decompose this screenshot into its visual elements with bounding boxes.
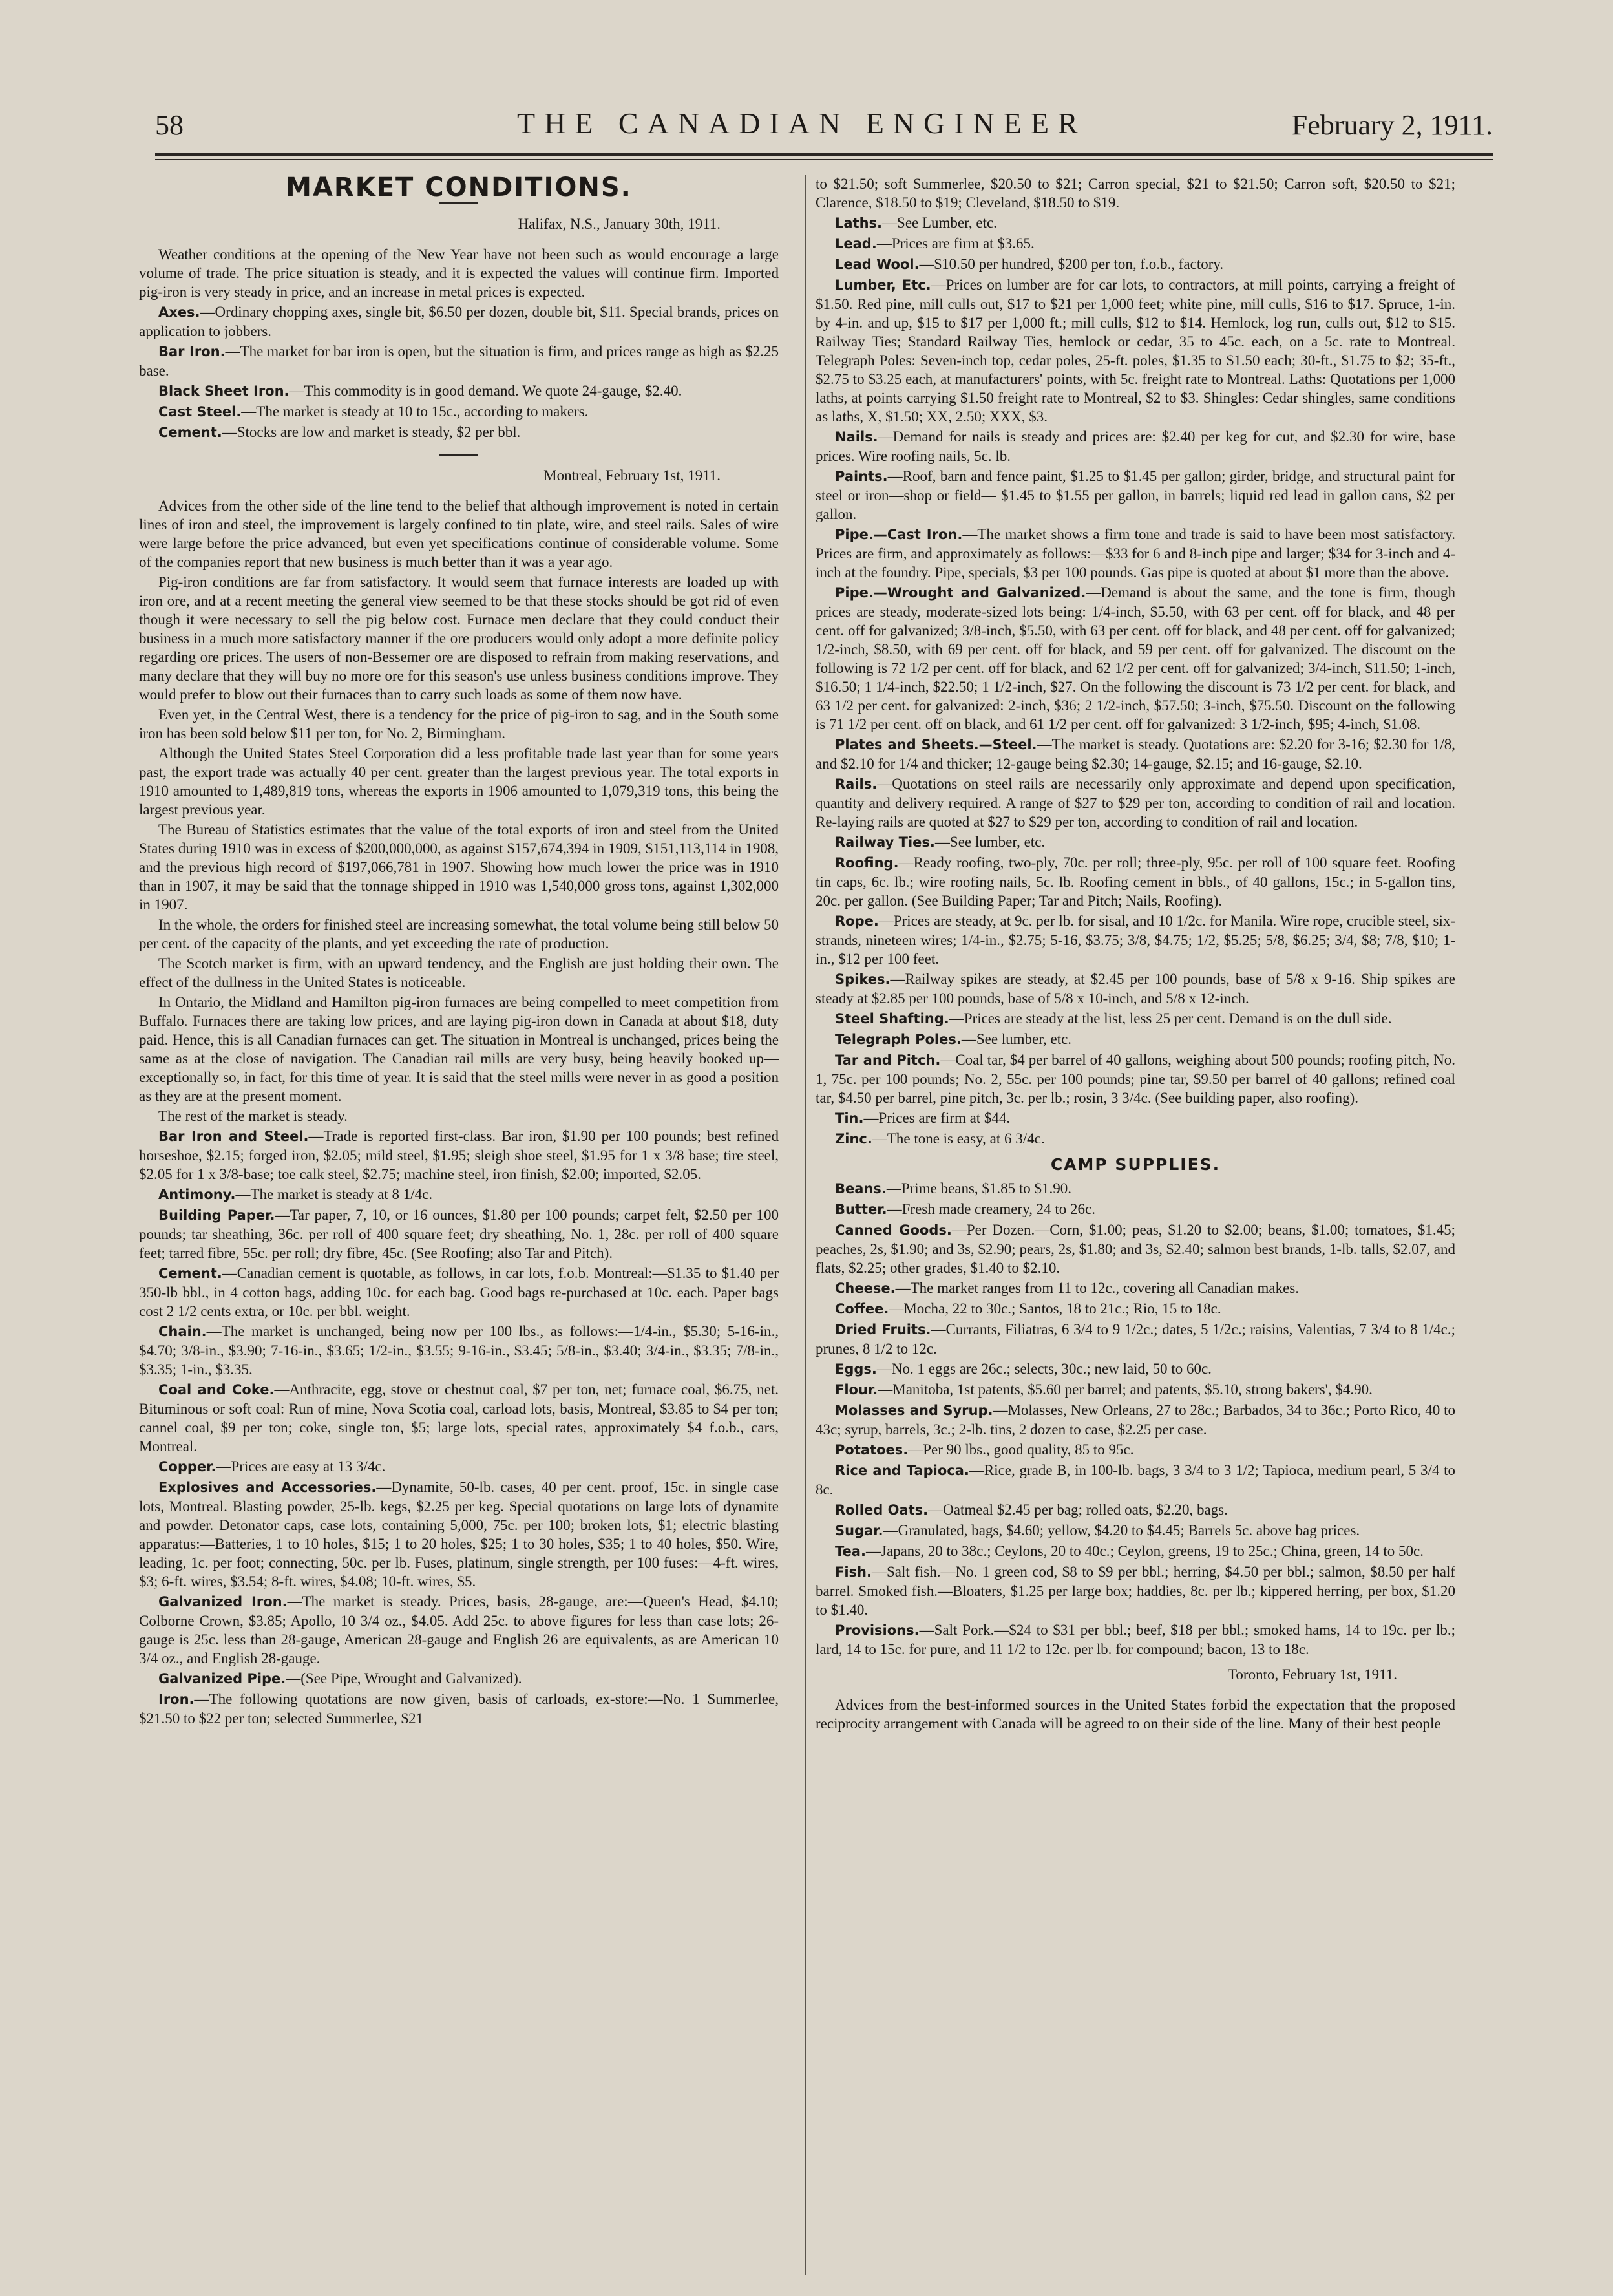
market-item [139,1264,779,1321]
paragraph: The rest of the market is steady. [158,1108,348,1124]
paragraph: Even yet, in the Central West, there is a tendency for the price of pig-iron to sag, and in the South some iron has been sold below $11 per ton, for No. 2, Birmingham. [139,707,779,741]
market-item [816,1440,1455,1460]
item-heading: Provisions. [835,1622,920,1638]
item-heading: Molasses and Syrup. [835,1403,993,1418]
market-item [816,525,1455,582]
item-heading: Rails. [835,776,878,792]
market-item [816,1179,1455,1198]
item-text: —Stocks are low and market is steady, $2 per bbl. [222,424,521,440]
item-text: —The market ranges from 11 to 12c., covering all Canadian makes. [895,1280,1299,1296]
item-heading: Pipe.—Cast Iron. [835,527,963,542]
market-item [816,1050,1455,1107]
item-heading: Railway Ties. [835,834,935,850]
market-item [816,1500,1455,1520]
item-heading: Iron. [158,1692,195,1707]
dateline-halifax: Halifax, N.S., January 30th, 1911. [518,216,721,232]
item-text: —Salt Pork.—$24 to $31 per bbl.; beef, $18 per bbl.; smoked hams, 14 to 19c. per lb.; lard, 14 to 15c. for pure, and 11 1/2 to 12c. per lb. for compound; bacon, 13 to 18c. [816,1622,1455,1657]
item-text: —Per Dozen.—Corn, $1.00; peas, $1.20 to $2.00; beans, $1.00; tomatoes, $1.45; peaches, 2s, $1.90; and 3s, $2.90; pears, 2s, $1.80; and 3s, $2.40; salmon best brands, 1-lb. talls, $2.07, and flats, $2.25; other grades, $1.40 to $2.10. [816,1222,1455,1276]
item-text: —Mocha, 22 to 30c.; Santos, 18 to 21c.; Rio, 15 to 18c. [889,1301,1221,1317]
article-title: MARKET CONDITIONS. [286,175,632,202]
item-text: —Oatmeal $2.45 per bag; rolled oats, $2.20, bags. [928,1502,1228,1518]
item-text: —Roof, barn and fence paint, $1.25 to $1.45 per gallon; girder, bridge, and structural paint for steel or iron—shop or field— $1.45 to $1.55 per gallon, in barrels; liquid red lead in gallon cans, $2 per gallon. [816,468,1455,522]
item-text: —No. 1 eggs are 26c.; selects, 30c.; new laid, 50 to 60c. [876,1361,1212,1377]
market-item [816,774,1455,831]
item-text: —See Lumber, etc. [882,215,997,231]
paragraph: The Scotch market is firm, with an upward tendency, and the English are just holding their own. The effect of the dullness in the United States is noticeable. [139,955,779,990]
item-text: —Tar paper, 7, 10, or 16 ounces, $1.80 per 100 pounds; carpet felt, $2.50 per 100 pounds; tar sheathing, 36c. per roll of 400 square feet; dry sheathing, No. 1, 28c. per roll of 400 square feet; tarred fibre, 55c. per roll; dry fibre, 45c. (See Roofing; also Tar and Pitch). [139,1207,779,1261]
montreal-paragraphs [139,496,779,1125]
issue-date: February 2, 1911. [1291,109,1493,141]
item-heading: Lead Wool. [835,257,920,272]
page-header [155,103,1493,155]
item-text: —The market for bar iron is open, but the situation is firm, and prices range as high as $2.25 base. [139,343,779,379]
market-item [816,1380,1455,1399]
market-item [816,1401,1455,1439]
camp-supplies-heading: CAMP SUPPLIES. [1050,1155,1221,1174]
item-heading: Zinc. [835,1131,872,1147]
item-text: —Anthracite, egg, stove or chestnut coal, $7 per ton, net; furnace coal, $6.75, net. Bituminous or soft coal: Run of mine, Nova Scotia coal, carload lots, basis, Montreal, $3.85 to $4 per ton; cannel coal, $9 per ton; coke, single ton, $5; large lots, special rates, approximately $4 f.o.b., cars, Montreal. [139,1381,779,1454]
item-text: —The market is steady at 10 to 15c., according to makers. [241,403,589,420]
item-heading: Axes. [158,304,200,320]
item-heading: Sugar. [835,1523,883,1538]
market-item [816,427,1455,465]
item-text: —Currants, Filiatras, 6 3/4 to 9 1/2c.; dates, 5 1/2c.; raisins, Valentias, 7 3/4 to 8 1/4c.; prunes, 8 1/2 to 12c. [816,1321,1455,1357]
item-text: —The following quotations are now given, basis of carloads, ex-store:—No. 1 Summerlee, $21.50 to $22 per ton; selected Summerlee, $21 [139,1691,779,1727]
market-item [139,402,779,421]
item-text: —Molasses, New Orleans, 27 to 28c.; Barbados, 34 to 36c.; Porto Rico, 40 to 43c; syrup, barrels, 3c.; 2-lb. tins, 2 dozen to case, $2.25 per case. [816,1402,1455,1438]
item-text: —Per 90 lbs., good quality, 85 to 95c. [908,1441,1134,1458]
item-text: —Fresh made creamery, 24 to 26c. [887,1201,1095,1217]
item-heading: Coal and Coke. [158,1382,275,1398]
item-heading: Plates and Sheets.—Steel. [835,737,1037,752]
market-item [816,1030,1455,1049]
item-heading: Potatoes. [835,1442,909,1458]
item-text: —Prices are firm at $3.65. [876,235,1035,251]
item-heading: Antimony. [158,1187,236,1202]
market-item [139,1185,779,1204]
item-text: —Demand is about the same, and the tone is firm, though prices are steady, moderate-sized lots being: 1/4-inch, $5.50, with 63 per cent. off for black, and 48 per cent. off for galvanized; 3/8-inch, $5.50, with 63 per cent. off for black, and 48 per cent. off for galvanized; 1/2-inch, $8.50, with 69 per cent. off for black, and 59 per cent. off for galvanized. The discount on the following is 72 1/2 per cent. off for black, and 62 1/2 per cent. off for galvanized; 3/4-inch, $11.50; 1-inch, $16.50; 1 1/4-inch, $22.50; 1 1/2-inch, $27. On the following the discount is 73 1/2 per cent. for black, and 63 1/2 per cent. for galvanized: 2-inch, $36; 2 1/2-inch, $57.50; 3-inch, $75.50. Discount on the following is 71 1/2 per cent. off on black, and 61 1/2 per cent. off for galvanized: 3 1/2-inch, $95; 4-inch, $1.08. [816,584,1455,732]
item-text: —Dynamite, 50-lb. cases, 40 per cent. proof, 15c. in single case lots, Montreal. Blasting powder, 25-lb. kegs, $2.25 per keg. Special quotations on large lots of dynamite and powder. Detonator caps, case lots, containing 5,000, 75c. per 100; broken lots, $1; electric blasting apparatus:—Batteries, 1 to 10 holes, $15; 1 to 20 holes, $25; 1 to 30 holes, $35; 1 to 40 holes, $50. Wire, leading, 1c. per foot; connecting, 50c. per lb. Fuses, platinum, single strength, per 100 fuses:—4-ft. wires, $3; 6-ft. wires, $3.54; 8-ft. wires, $4.08; 10-ft. wires, $5. [139,1479,779,1589]
market-item [139,1690,779,1728]
market-items [816,213,1455,1149]
item-heading: Dried Fruits. [835,1322,931,1337]
market-item [816,833,1455,852]
item-heading: Lead. [835,236,877,251]
item-text: —The market is unchanged, being now per 100 lbs., as follows:—1/4-in., $5.30; 5-16-in., $4.70; 3/8-in., $3.90; 7-16-in., $3.65; 1/2-in., $3.55; 9-16-in., $3.45; 5/8-in., $3.40; 3/4-in., $3.35; 7/8-in., $3.35; 1-in., $3.35. [139,1323,779,1377]
market-item [139,1457,779,1476]
paragraph: Although the United States Steel Corporation did a less profitable trade last year than for some years past, the export trade was actually 40 per cent. greater than the largest previous year. The total exports in 1910 amounted to 1,489,819 tons, whereas the exports in 1906 amounted to 1,079,319 tons, this being the largest previous year. [139,745,779,818]
item-text: —$10.50 per hundred, $200 per ton, f.o.b., factory. [919,256,1224,272]
market-item [139,423,779,442]
item-heading: Spikes. [835,972,891,987]
item-text: —The market is steady at 8 1/4c. [235,1186,433,1202]
title-rule [439,202,478,204]
item-heading: Canned Goods. [835,1222,952,1238]
market-item [816,213,1455,233]
market-item [816,234,1455,253]
item-heading: Chain. [158,1324,207,1339]
item-text: —The market shows a firm tone and trade is said to have been most satisfactory. Prices are firm, and approximately as follows:—$33 for 6 and 8-inch pipe and larger; $34 for 3-inch and 4-inch at the foundry. Pipe, specials, $3 per 100 pounds. Gas pipe is quoted at about $1 more than the above. [816,526,1455,580]
item-heading: Eggs. [835,1361,877,1377]
item-text: —See lumber, etc. [934,834,1046,850]
market-item [139,1478,779,1591]
market-item [816,583,1455,734]
item-heading: Building Paper. [158,1207,275,1223]
item-text: —Railway spikes are steady, at $2.45 per 100 pounds, base of 5/8 x 9-16. Ship spikes are steady at $2.85 per 100 pounds, base of 5/8 x 10-inch, and 5/8 x 12-inch. [816,971,1455,1006]
item-heading: Cheese. [835,1281,896,1296]
market-item [816,1461,1455,1499]
camp-items [816,1179,1455,1659]
paragraph: Pig-iron conditions are far from satisfactory. It would seem that furnace interests are loaded up with iron ore, and at a recent meeting the general view seemed to be that these stocks should be got rid of even though it were necessary to sell the pig below cost. Furnace men declare that they could conduct their business in a much more satisfactory manner if the ore producers would only adopt a more definite policy regarding ore prices. The users of non-Bessemer ore are disposed to refrain from making reservations, and many declare that they will buy no more ore for this season's use unless business conditions improve. They would prefer to blow out their furnaces than to carry such loads as some of them now have. [139,574,779,703]
item-heading: Roofing. [835,855,899,871]
item-text: —Prices are firm at $44. [863,1110,1011,1126]
montreal-items [139,1127,779,1728]
market-item [816,275,1455,426]
market-item [816,467,1455,524]
market-item [816,1621,1455,1659]
item-heading: Flour. [835,1382,878,1398]
paragraph: Advices from the other side of the line tend to the belief that although improvement is noted in certain lines of iron and steel, the improvement is largely confined to tin plate, wire, and steel rails. Sales of wire were large before the price advanced, but even yet specifications continue of considerable volume. Some of the companies report that new business is much better than it was a year ago. [139,498,779,570]
item-heading: Butter. [835,1202,887,1217]
market-item [816,1320,1455,1358]
item-text: —Quotations on steel rails are necessarily only approximate and depend upon specification, quantity and delivery required. A range of $27 to $29 per ton, according to condition of rail and location. Re-laying rails are quoted at $27 to $29 per ton, according to condition of rail and location. [816,776,1455,830]
item-text: —The market is steady. Quotations are: $2.20 for 3-16; $2.30 for 1/8, and $2.10 for 1/4 and thicker; 12-gauge being $2.30; 14-gauge, $2.15; and 16-gauge, $2.10. [816,736,1455,772]
item-heading: Galvanized Iron. [158,1594,288,1610]
item-heading: Cast Steel. [158,404,242,420]
item-text: —Prices are steady at the list, less 25 per cent. Demand is on the dull side. [949,1010,1392,1026]
market-item [816,255,1455,274]
column-divider [805,175,806,2275]
item-heading: Tin. [835,1111,864,1126]
item-heading: Paints. [835,469,888,484]
item-text: —Rice, grade B, in 100-lb. bags, 3 3/4 to 3 1/2; Tapioca, medium pearl, 5 3/4 to 8c. [816,1462,1455,1498]
item-text: —Canadian cement is quotable, as follows, in car lots, f.o.b. Montreal:—$1.35 to $1.40 per 350-lb bbl., in 4 cotton bags, adding 10c. for each bag. Good bags re-purchased at 10c. each. Paper bags cost 2 1/2 cents extra, or 10c. per bbl. weight. [139,1265,779,1319]
market-item [139,1206,779,1262]
item-heading: Steel Shafting. [835,1011,949,1026]
item-heading: Lumber, Etc. [835,277,931,293]
item-text: —Prices on lumber are for car lots, to contractors, at mill points, carrying a freight of $1.50. Red pine, mill culls out, $17 to $21 per 1,000 feet; white pine, mill culls, $16 to $17. Spruce, 1-in. by 4-in. and up, $15 to $17 per 1,000 ft.; mill culls, $12 to $14. Hemlock, log run, culls out, $12 to $15. Railway Ties; Standard Railway Ties, hemlock or cedar, 35 to 45c. each, on a 5c. rate to Montreal. Telegraph Poles: Seven-inch top, cedar poles, 25-ft. poles, $1.35 to $1.50 each; 30-ft., $1.75 to $2; 35-ft., $2.75 to $3.25 each, at manufacturers' points, with 5c. freight rate to Montreal. Laths: Quotations per 1,000 laths, at points carrying $1.50 freight rate to Montreal, $2 to $3. Shingles: Cedar shingles, same conditions as laths, X, $1.50; XX, 2.50; XXX, $3. [816,277,1455,425]
market-item [139,1380,779,1456]
item-heading: Rope. [835,913,879,929]
item-text: —Manitoba, 1st patents, $5.60 per barrel; and patents, $5.10, strong bakers', $4.90. [878,1381,1373,1398]
item-text: —Japans, 20 to 38c.; Ceylons, 20 to 40c.; Ceylon, greens, 19 to 25c.; China, green, 14 to 50c. [865,1543,1424,1559]
item-text: —Demand for nails is steady and prices are: $2.40 per keg for cut, and $2.30 for wire, base prices. Wire roofing nails, 5c. lb. [816,429,1455,464]
market-item [816,1521,1455,1540]
item-heading: Tar and Pitch. [835,1052,941,1068]
market-item [816,1279,1455,1298]
left-column [139,175,779,2275]
market-item [139,1669,779,1688]
item-heading: Nails. [835,429,878,445]
item-text: —Prices are steady, at 9c. per lb. for sisal, and 10 1/2c. for Manila. Wire rope, crucible steel, six-strands, nineteen wires; 1/4-in., $2.75; 5-16, $3.75; 3/8, $4.75; 1/2, $5.25; 5/8, $6.25; 3/4, $8; 7/8, $10; 1-in., $12 per 100 feet. [816,913,1455,967]
market-item [816,853,1455,910]
market-item [139,342,779,380]
item-text: —The market is steady. Prices, basis, 28-gauge, are:—Queen's Head, $4.10; Colborne Crown, $3.85; Apollo, 10 3/4 oz., $4.05. Add 25c. to above figures for less than case lots; 26-gauge is 25c. less than 28-gauge, American 28-gauge and English 26 are equivalents, as are American 10 3/4 oz., and English 28-gauge. [139,1593,779,1666]
item-heading: Cement. [158,1266,222,1281]
item-heading: Bar Iron and Steel. [158,1129,309,1144]
item-text: —The tone is easy, at 6 3/4c. [872,1131,1045,1147]
paragraph: In the whole, the orders for finished steel are increasing somewhat, the total volume being still below 50 per cent. of the capacity of the plants, and yet exceeding the rate of production. [139,917,779,951]
item-heading: Black Sheet Iron. [158,383,290,399]
item-text: —This commodity is in good demand. We quote 24-gauge, $2.40. [289,383,682,399]
paragraph: The Bureau of Statistics estimates that the value of the total exports of iron and steel from the United States during 1910 was in excess of $200,000,000, as against $157,674,394 in 1909, $151,113,114 in 1908, and the previous high record of $197,066,781 in 1907. Showing how much lower the price was in 1910 than in 1907, it may be said that the tonnage shipped in 1910 was 1,540,000 gross tons, against 1,302,000 in 1907. [139,822,779,913]
market-item [816,1200,1455,1219]
item-text: —Prime beans, $1.85 to $1.90. [886,1180,1072,1196]
market-item [816,1299,1455,1319]
market-item [816,735,1455,773]
item-heading: Cement. [158,425,222,440]
market-item [816,1359,1455,1379]
dateline-toronto: Toronto, February 1st, 1911. [1227,1666,1397,1683]
right-column [816,175,1455,2275]
market-item [816,1129,1455,1149]
item-heading: Laths. [835,215,883,231]
item-heading: Fish. [835,1564,872,1580]
market-item [139,1127,779,1184]
item-text: —Prices are easy at 13 3/4c. [216,1458,386,1474]
market-item [816,1009,1455,1028]
item-text: —See lumber, etc. [961,1031,1072,1047]
market-item [816,1220,1455,1277]
paragraph: In Ontario, the Midland and Hamilton pig-iron furnaces are being compelled to meet competition from Buffalo. Furnaces there are taking low prices, and are laying pig-iron down in Canada at about $18, duty paid. Hence, this is all Canadian furnaces can get. The situation in Montreal is unchanged, prices being the same as at the close of navigation. The Canadian rail mills are very busy, being heavily booked up—exceptionally so, in fact, for this time of year. It is said that the steel mills were never in as good a position as they are at the present moment. [139,994,779,1104]
item-text: —Coal tar, $4 per barrel of 40 gallons, weighing about 500 pounds; roofing pitch, No. 1, 75c. per 100 pounds; No. 2, 55c. per 100 pounds; pine tar, $9.50 per barrel of 40 gallons; refined coal tar, $4.50 per barrel, pine pitch, 3c. per lb.; rosin, 3 3/4c. (See building paper, also roofing). [816,1052,1455,1106]
item-heading: Beans. [835,1181,887,1196]
item-heading: Tea. [835,1544,866,1559]
continued-text: to $21.50; soft Summerlee, $20.50 to $21; Carron special, $21 to $21.50; Carron soft, $20.50 to $21; Clarence, $18.50 to $19; Cleveland, $18.50 to $19. [816,176,1455,211]
item-heading: Bar Iron. [158,344,226,359]
item-text: —Trade is reported first-class. Bar iron, $1.90 per 100 pounds; best refined horseshoe, $2.15; forged iron, $2.05; mild steel, $1.95; sleigh shoe steel, $1.95 for 1 x 3/8 base; tire steel, $2.05 for 1 x 3/8-base; toe calk steel, $2.75; machine steel, iron finish, $2.00; imported, $2.05. [139,1128,779,1182]
market-item [816,911,1455,968]
item-heading: Rolled Oats. [835,1502,929,1518]
header-rule-thin [155,159,1493,160]
section-rule [439,454,478,456]
item-text: —Ordinary chopping axes, single bit, $6.50 per dozen, double bit, $11. Special brands, prices on application to jobbers. [139,304,779,339]
market-item [816,970,1455,1008]
item-heading: Rice and Tapioca. [835,1463,969,1478]
item-text: —Ready roofing, two-ply, 70c. per roll; three-ply, 95c. per roll of 100 square feet. Roofing tin caps, 6c. lb.; wire roofing nails, 5c. lb. Roofing cement in bbls., of 40 gallons, 15c.; in 5-gallon tins, 20c. per gallon. (See Building Paper; Tar and Pitch; Nails, Roofing). [816,855,1455,909]
item-heading: Coffee. [835,1301,889,1317]
item-heading: Explosives and Accessories. [158,1480,377,1495]
toronto-paragraph: Advices from the best-informed sources in the United States forbid the expectation that the proposed reciprocity arrangement with Canada will be agreed to on their side of the line. Many of their best people [816,1697,1455,1732]
market-item [816,1542,1455,1561]
halifax-items [139,303,779,442]
item-heading: Galvanized Pipe. [158,1671,286,1686]
halifax-intro: Weather conditions at the opening of the New Year have not been such as would encourage a large volume of trade. The price situation is steady, and it is expected the values will continue firm. Imported pig-iron is very steady in price, and an increase in metal prices is expected. [139,246,779,300]
market-item [139,1322,779,1379]
market-item [139,1592,779,1668]
item-heading: Pipe.—Wrought and Galvanized. [835,585,1086,601]
item-text: —Salt fish.—No. 1 green cod, $8 to $9 per bbl.; herring, $4.50 per bbl.; salmon, $8.50 per half barrel. Smoked fish.—Bloaters, $1.25 per large box; haddies, 8c. per lb.; kippered herring, per box, $1.20 to $1.40. [816,1564,1455,1618]
page-number: 58 [155,109,184,141]
market-item [139,381,779,401]
item-heading: Copper. [158,1459,216,1474]
journal-title: THE CANADIAN ENGINEER [517,107,1087,140]
item-heading: Telegraph Poles. [835,1032,962,1047]
item-text: —Granulated, bags, $4.60; yellow, $4.20 to $4.45; Barrels 5c. above bag prices. [883,1522,1360,1538]
dateline-montreal: Montreal, February 1st, 1911. [543,467,721,484]
market-item [816,1109,1455,1128]
market-item [139,303,779,341]
market-item [816,1562,1455,1619]
item-text: —(See Pipe, Wrought and Galvanized). [286,1670,522,1686]
header-rule-thick [155,153,1493,156]
